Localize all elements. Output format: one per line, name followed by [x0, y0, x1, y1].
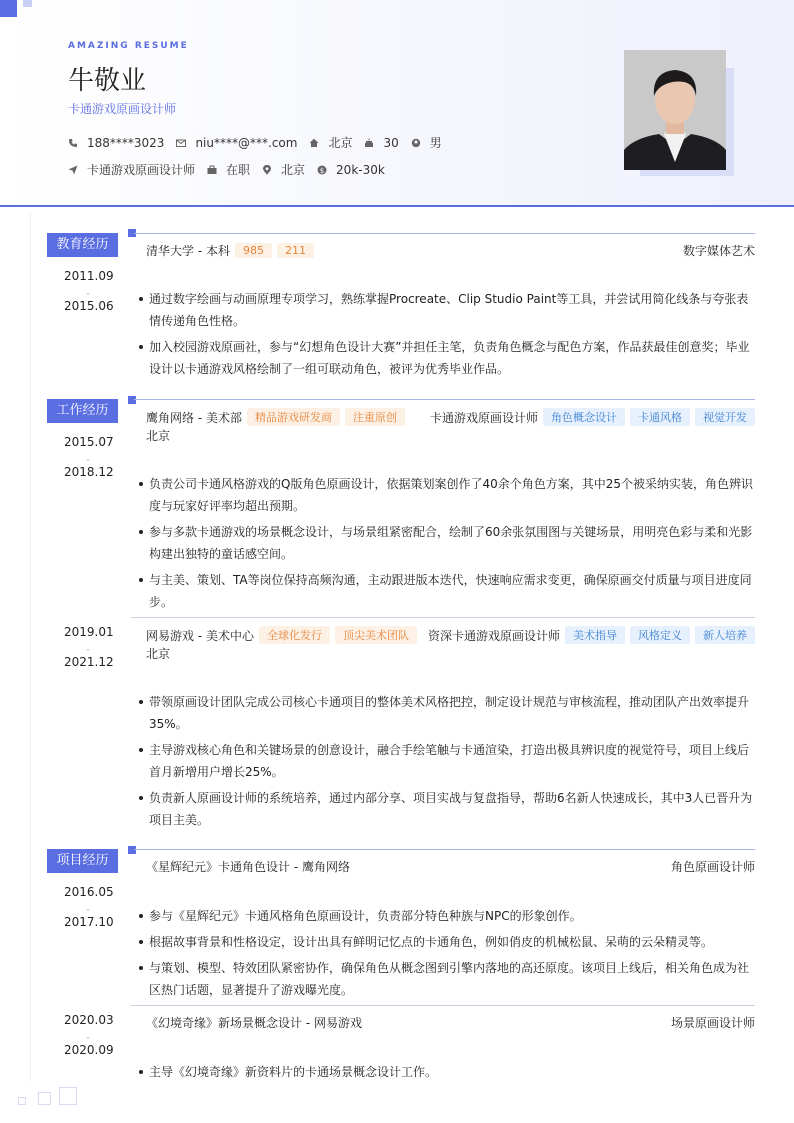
section-marker: [128, 846, 136, 854]
tag: 211: [277, 243, 314, 258]
entry-header: [146, 1014, 755, 1031]
section-title-project: 项目经历: [47, 849, 118, 873]
location-value: 北京: [328, 136, 353, 150]
bullet-item: 通过数字绘画与动画原理专项学习，熟练掌握Procreate、Clip Studio Paint等工具，并尝试用简化线条与夸张表情传递角色性格。: [138, 288, 755, 332]
entry-divider: [131, 1005, 755, 1006]
tag: 985: [235, 243, 272, 258]
project-role: 角色原画设计师: [670, 860, 755, 874]
bullet-list: [138, 691, 755, 835]
candidate-job-title: 卡通游戏原画设计师: [68, 102, 177, 116]
project-role: 场景原画设计师: [670, 1016, 755, 1030]
section-divider: [134, 233, 755, 234]
company-name: 鹰角网络 - 美术部: [146, 410, 242, 425]
school-name: 清华大学 - 本科: [146, 244, 230, 258]
status-value: 在职: [226, 163, 251, 177]
tag: 全球化发行: [259, 626, 330, 644]
bullet-item: 主导游戏核心角色和关键场景的创意设计，融合手绘笔触与卡通渲染，打造出极具辨识度的视觉符号，项目上线后首月新增用户增长25%。: [138, 739, 755, 783]
tag: 风格定义: [630, 626, 690, 644]
contact-info-row: [68, 134, 454, 151]
project-name: 《幻境奇缘》新场景概念设计 - 网易游戏: [146, 1016, 362, 1030]
candidate-name: 牛敬业: [68, 66, 147, 96]
age-value: 30: [383, 135, 399, 150]
job-city: 北京: [146, 647, 171, 661]
entry-header: [146, 408, 755, 426]
bullet-item: 负责新人原画设计师的系统培养，通过内部分享、项目实战与复盘指导，帮助6名新人快速成长，其中3人已晋升为项目主美。: [138, 787, 755, 831]
mail-icon: [176, 138, 186, 148]
project-name: 《星辉纪元》卡通角色设计 - 鹰角网络: [146, 860, 350, 874]
intent-info-row: [68, 161, 397, 178]
section-divider: [134, 849, 755, 850]
entry-header: [146, 626, 755, 644]
date-range: 2019.01 - 2021.12: [64, 625, 114, 669]
bullet-item: 参与多款卡通游戏的场景概念设计，与场景组紧密配合，绘制了60余张氛围图与关键场景，用明亮色彩与柔和光影构建出独特的童话感空间。: [138, 521, 755, 565]
bullet-list: [138, 473, 755, 617]
tag: 角色概念设计: [543, 408, 625, 426]
section-title-work: 工作经历: [47, 399, 118, 423]
date-range: 2015.07 - 2018.12: [64, 435, 114, 479]
email-value: niu****@***.com: [195, 135, 298, 150]
phone-value: 188****3023: [87, 135, 165, 150]
bullet-item: 主导《幻境奇缘》新资料片的卡通场景概念设计工作。: [138, 1061, 755, 1083]
tag: 卡通风格: [630, 408, 690, 426]
bullet-item: 带领原画设计团队完成公司核心卡通项目的整体美术风格把控，制定设计规范与审核流程，推动团队产出效率提升35%。: [138, 691, 755, 735]
timeline-axis: [30, 212, 31, 1082]
entry-divider: [131, 617, 755, 618]
tag: 视觉开发: [695, 408, 755, 426]
gender-icon: [411, 138, 421, 148]
cake-icon: [364, 138, 374, 148]
job-role: 卡通游戏原画设计师: [429, 410, 538, 425]
svg-text:$: $: [319, 166, 325, 175]
section-title-education: 教育经历: [47, 233, 118, 257]
decor-square: [0, 0, 17, 17]
avatar: [624, 50, 726, 170]
bullet-item: 加入校园游戏原画社，参与“幻想角色设计大赛”并担任主笔，负责角色概念与配色方案，作品获最佳创意奖；毕业设计以卡通游戏风格绘制了一组可联动角色，被评为优秀毕业作品。: [138, 336, 755, 380]
decor-square: [38, 1092, 51, 1105]
salary-value: 20k-30k: [336, 162, 385, 177]
intent-job-value: 卡通游戏原画设计师: [87, 163, 196, 177]
bullet-item: 参与《星辉纪元》卡通风格角色原画设计，负责部分特色种族与NPC的形象创作。: [138, 905, 755, 927]
bullet-item: 负责公司卡通风格游戏的Q版角色原画设计，依据策划案创作了40余个角色方案，其中25个被采纳实装，角色辨识度与玩家好评率均超出预期。: [138, 473, 755, 517]
intent-city-value: 北京: [281, 163, 306, 177]
decor-square: [59, 1087, 77, 1105]
major: 数字媒体艺术: [682, 244, 755, 258]
job-role: 资深卡通游戏原画设计师: [427, 628, 560, 643]
money-icon: [317, 165, 327, 175]
tag: 新人培养: [695, 626, 755, 644]
bullet-item: 根据故事背景和性格设定，设计出具有鲜明记忆点的卡通角色，例如俏皮的机械松鼠、呆萌的云朵精灵等。: [138, 931, 755, 953]
tag: 美术指导: [565, 626, 625, 644]
send-icon: [68, 165, 78, 175]
bullet-item: 与主美、策划、TA等岗位保持高频沟通，主动跟进版本迭代，快速响应需求变更，确保原画交付质量与项目进度同步。: [138, 569, 755, 613]
section-marker: [128, 396, 136, 404]
tag: 顶尖美术团队: [335, 626, 417, 644]
date-range: 2011.09 - 2015.06: [64, 269, 114, 313]
date-range: 2016.05 - 2017.10: [64, 885, 114, 929]
tag: 注重原创: [345, 408, 405, 426]
job-city: 北京: [146, 429, 171, 443]
resume-subtitle: AMAZING RESUME: [68, 41, 189, 51]
company-name: 网易游戏 - 美术中心: [146, 628, 254, 643]
bullet-item: 与策划、模型、特效团队紧密协作，确保角色从概念图到引擎内落地的高还原度。该项目上线后，相关角色成为社区热门话题，显著提升了游戏曝光度。: [138, 957, 755, 1001]
gender-value: 男: [429, 136, 442, 150]
phone-icon: [68, 138, 78, 148]
bullet-list: [138, 1061, 755, 1087]
date-range: 2020.03 - 2020.09: [64, 1013, 114, 1057]
entry-header: [146, 242, 755, 259]
section-divider: [134, 399, 755, 400]
decor-square-small: [23, 0, 32, 7]
bullet-list: [138, 288, 755, 384]
tag: 精品游戏研发商: [247, 408, 340, 426]
bullet-list: [138, 905, 755, 1005]
briefcase-icon: [207, 165, 217, 175]
home-icon: [309, 138, 319, 148]
entry-header: [146, 858, 755, 875]
location-pin-icon: [262, 165, 272, 175]
decor-square: [18, 1097, 26, 1105]
